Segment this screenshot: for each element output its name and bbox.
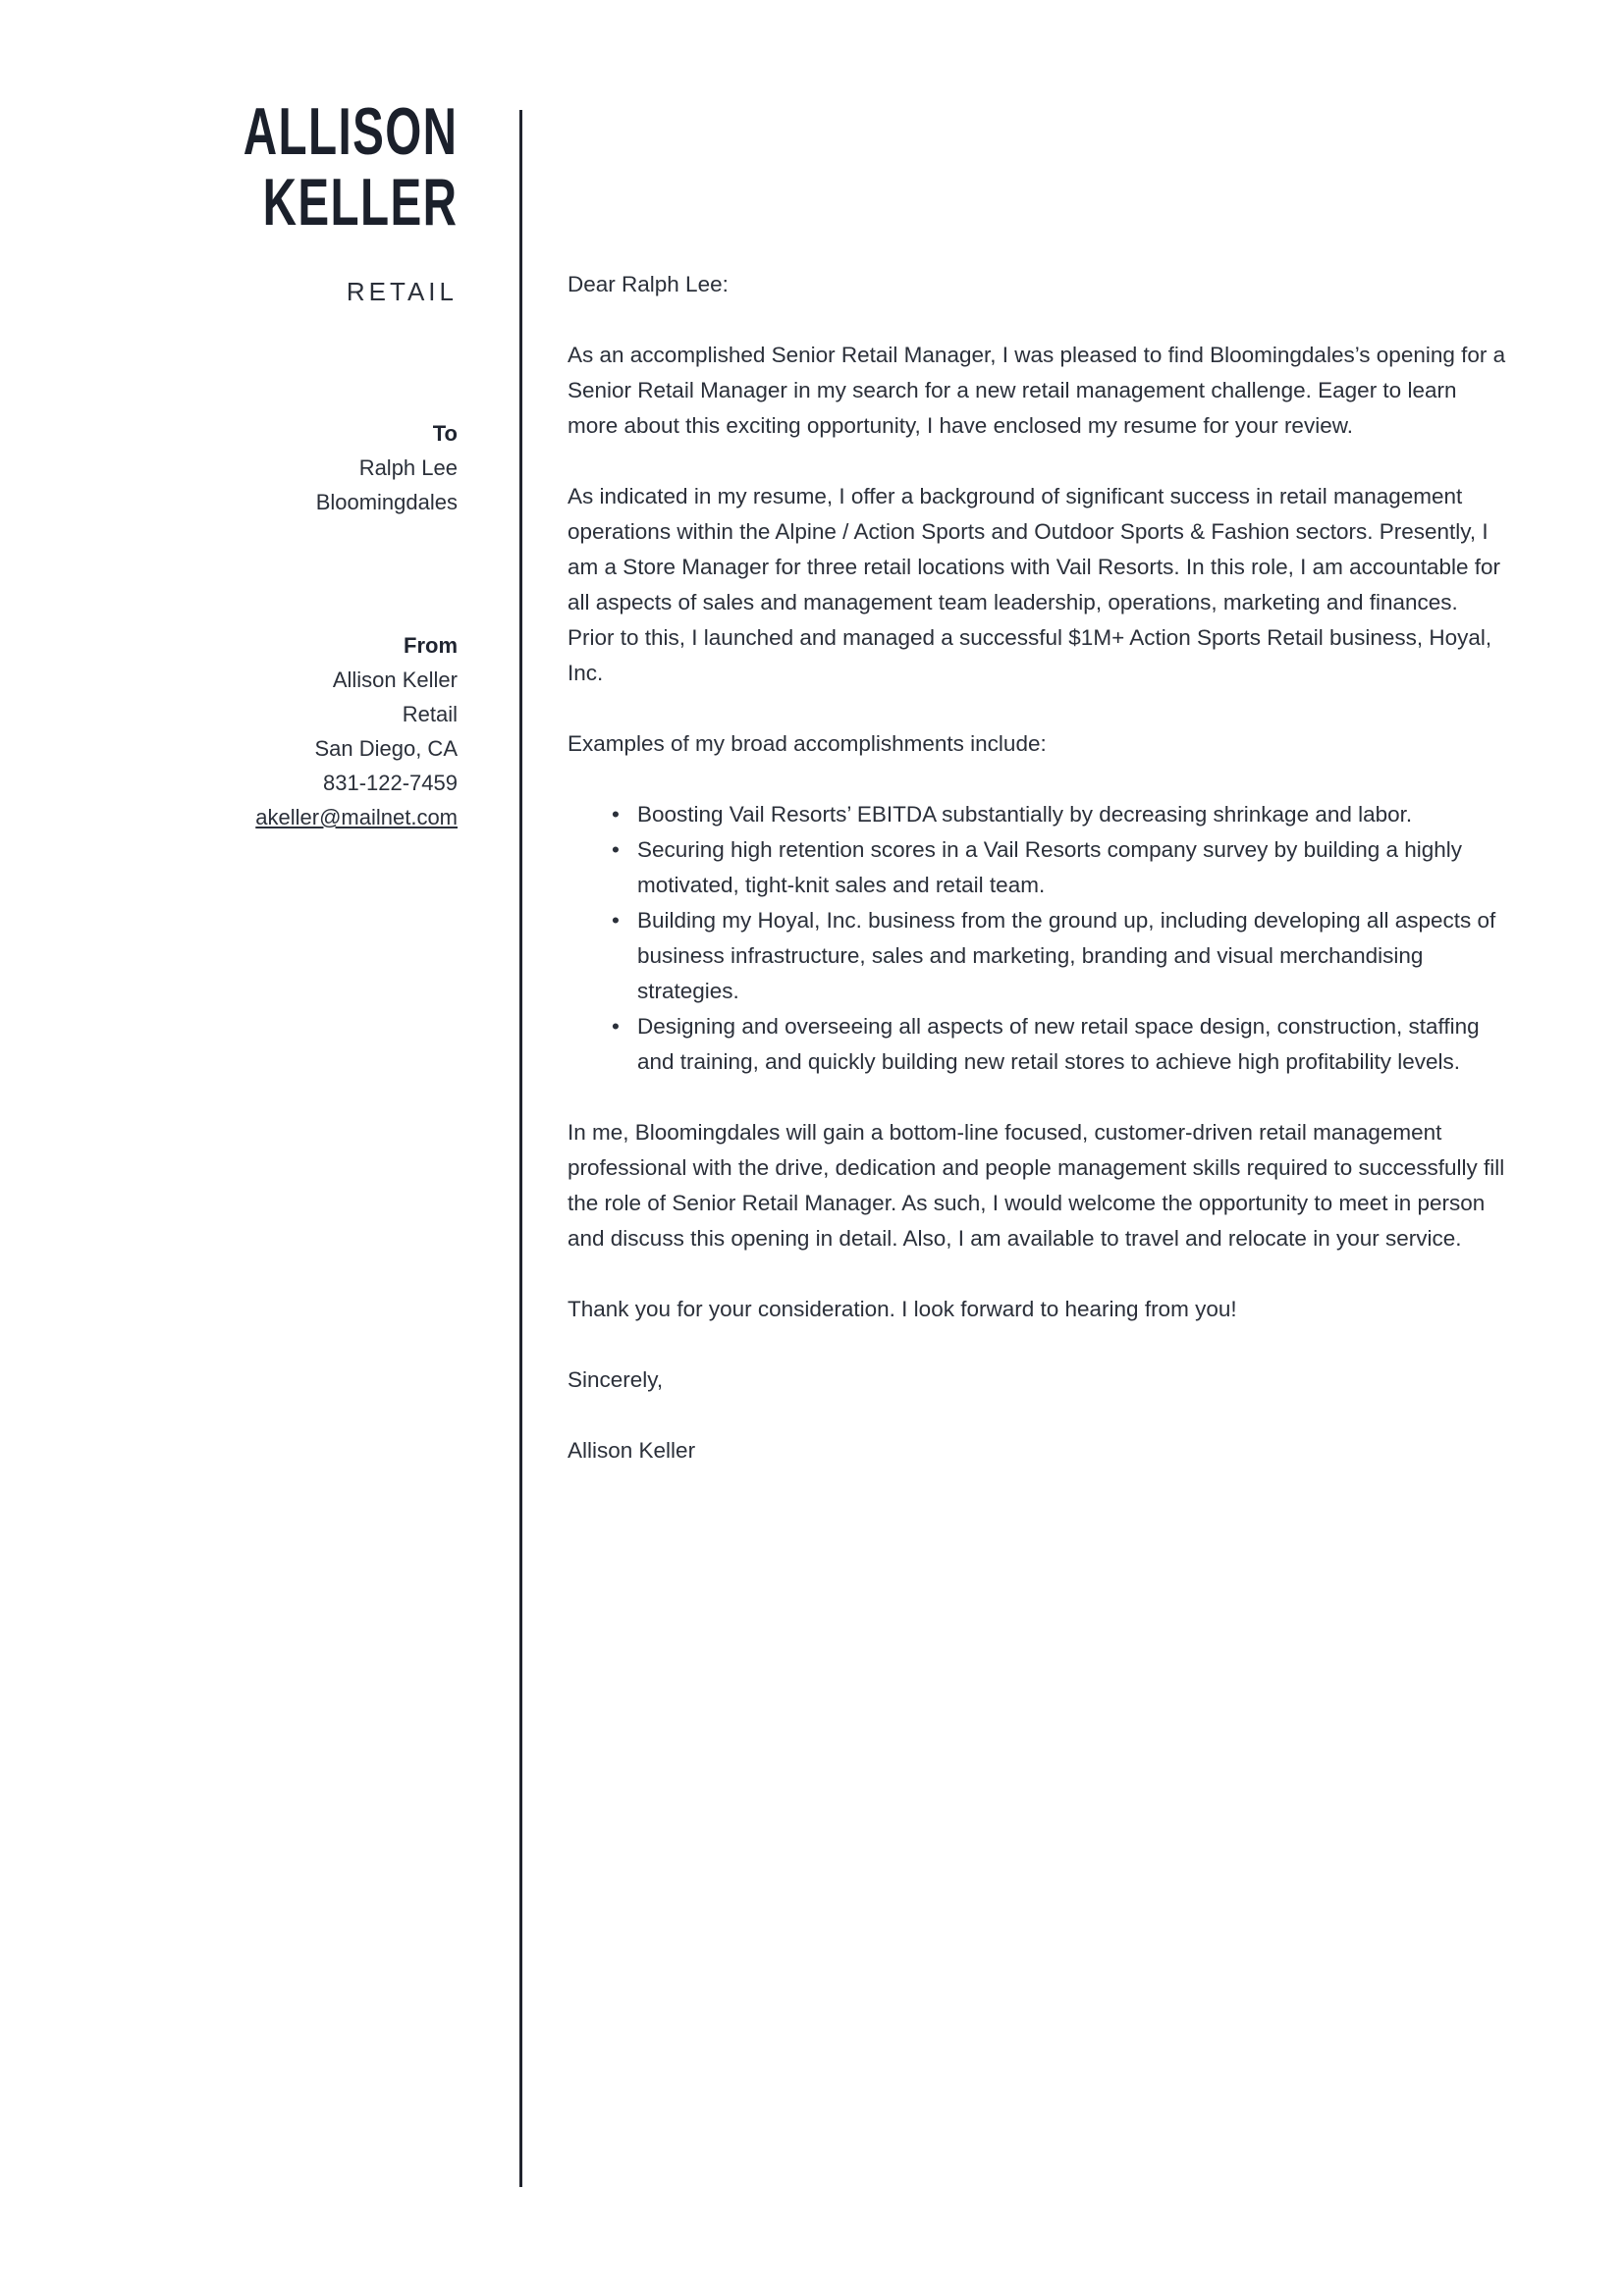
signoff: Sincerely,: [568, 1367, 664, 1392]
sender-location: San Diego, CA: [314, 736, 458, 761]
applicant-last-name: KELLER: [262, 165, 458, 240]
recipient-company: Bloomingdales: [315, 490, 458, 514]
sender-block: [255, 628, 458, 834]
sender-email-link[interactable]: akeller@mailnet.com: [255, 805, 458, 829]
letter-body: [568, 267, 1506, 1504]
salutation: Dear Ralph Lee:: [568, 272, 729, 296]
background-paragraph: As indicated in my resume, I offer a background of significant success in retail management operations within the Alpine / Action Sports and Outdoor Sports & Fashion sectors. Presently, I am a Store Manager for three retail locations with Vail Resorts. In this role, I am accountable for all aspects of sales and management team leadership, operations, marketing and finances. Prior to this, I launched and managed a successful $1M+ Action Sports Retail business, Hoyal, Inc.: [568, 484, 1501, 685]
to-label: To: [432, 421, 458, 446]
applicant-name: [151, 96, 458, 238]
applicant-first-name: ALLISON: [243, 94, 458, 169]
sidebar: [0, 0, 520, 2296]
thanks-line: Thank you for your consideration. I look forward to hearing from you!: [568, 1297, 1237, 1321]
sender-phone: 831-122-7459: [322, 771, 458, 795]
accomplishment-item: • Boosting Vail Resorts’ EBITDA substantially by decreasing shrinkage and labor.: [637, 797, 1506, 832]
accomplishment-item: • Securing high retention scores in a Vail Resorts company survey by building a highly motivated, tight-knit sales and retail team.: [637, 832, 1506, 903]
sender-name: Allison Keller: [332, 667, 458, 692]
sender-profession: Retail: [402, 702, 458, 726]
from-label: From: [404, 633, 458, 658]
accomplishments-list: [568, 797, 1506, 1080]
intro-paragraph: As an accomplished Senior Retail Manager, I was pleased to find Bloomingdales’s opening for a Senior Retail Manager in my search for a new retail management challenge. Eager to learn more about this exciting opportunity, I have enclosed my resume for your review.: [568, 343, 1506, 438]
recipient-block: [316, 416, 458, 519]
accomplishments-intro: Examples of my broad accomplishments include:: [568, 731, 1047, 756]
applicant-profession: RETAIL: [346, 277, 458, 306]
recipient-name: Ralph Lee: [358, 455, 458, 480]
signature-name: Allison Keller: [568, 1438, 696, 1463]
accomplishment-item: • Designing and overseeing all aspects of new retail space design, construction, staffing and training, and quickly building new retail stores to achieve high profitability levels.: [637, 1009, 1506, 1080]
vertical-divider: [519, 110, 522, 2187]
closing-paragraph: In me, Bloomingdales will gain a bottom-line focused, customer-driven retail management professional with the drive, dedication and people management skills required to successfully fill the role of Senior Retail Manager. As such, I would welcome the opportunity to meet in person and discuss this opening in detail. Also, I am available to travel and relocate in your service.: [568, 1120, 1505, 1251]
accomplishment-item: • Building my Hoyal, Inc. business from the ground up, including developing all aspects of business infrastructure, sales and marketing, branding and visual merchandising strategies.: [637, 903, 1506, 1009]
